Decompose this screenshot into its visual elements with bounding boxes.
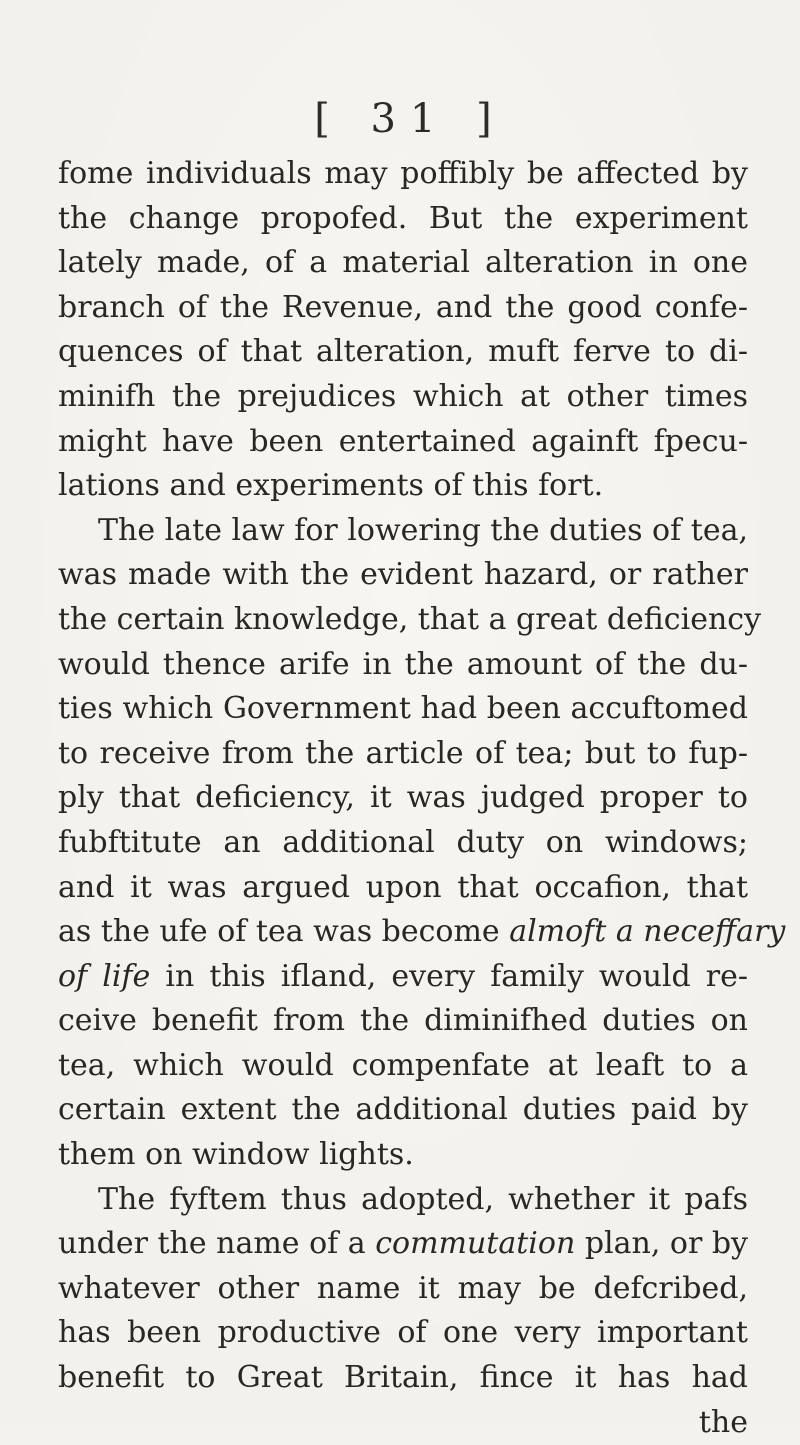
text-line: was made with the evident hazard, or rather [58,557,748,593]
text-run: under the name of a [58,1226,376,1262]
italic-run: almoft a neceffary [509,914,786,950]
text-line: the change propofed. But the experiment [58,200,748,236]
text-line: lations and experiments of this fort. [58,468,604,504]
text-line: might have been entertained againft fpecu- [58,423,748,459]
text-line: tea, which would compenfate at leaft to a [58,1047,748,1083]
text-run: as the ufe of tea was become [58,914,510,950]
italic-run: commutation [375,1226,576,1262]
text-line: certain extent the additional duties paid by [58,1092,748,1128]
body-text [58,152,786,1445]
text-line: and it was argued upon that occafion, that [58,869,748,905]
italic-run: of life [58,958,151,994]
text-line: ceive benefit from the diminifhed duties on [58,1003,748,1039]
text-line: lately made, of a material alteration in one [58,245,748,281]
page-number: [ 31 ] [314,96,506,142]
text-line: The late law for lowering the duties of tea, [98,512,748,548]
text-run: plan, or by [575,1226,748,1262]
text-line [58,955,748,1000]
text-line: fubftitute an additional duty on windows; [58,824,748,860]
text-line: ply that deficiency, it was judged proper to [58,780,748,816]
catchword: the [698,1404,748,1440]
text-run: in this ifland, every family would re- [150,958,748,994]
text-line: whatever other name it may be defcribed, [58,1270,748,1306]
text-line: would thence arife in the amount of the du- [58,646,748,682]
text-line: The fyftem thus adopted, whether it pafs [98,1181,748,1217]
text-line [58,1222,748,1267]
text-line: ties which Government had been accuftomed [58,691,748,727]
text-line: quences of that alteration, muft ferve to di- [58,334,748,370]
text-line: has been productive of one very important [58,1315,748,1351]
text-line [58,910,786,955]
text-line: fome individuals may poffibly be affected by [58,156,748,191]
text-line: the certain knowledge, that a great deficiency [58,601,762,637]
text-line: them on window lights. [58,1137,414,1173]
text-line: minifh the prejudices which at other times [58,378,748,414]
text-line: branch of the Revenue, and the good confe- [58,289,748,325]
text-line: benefit to Great Britain, fince it has had [58,1360,748,1396]
text-line: to receive from the article of tea; but to fup- [58,735,748,771]
